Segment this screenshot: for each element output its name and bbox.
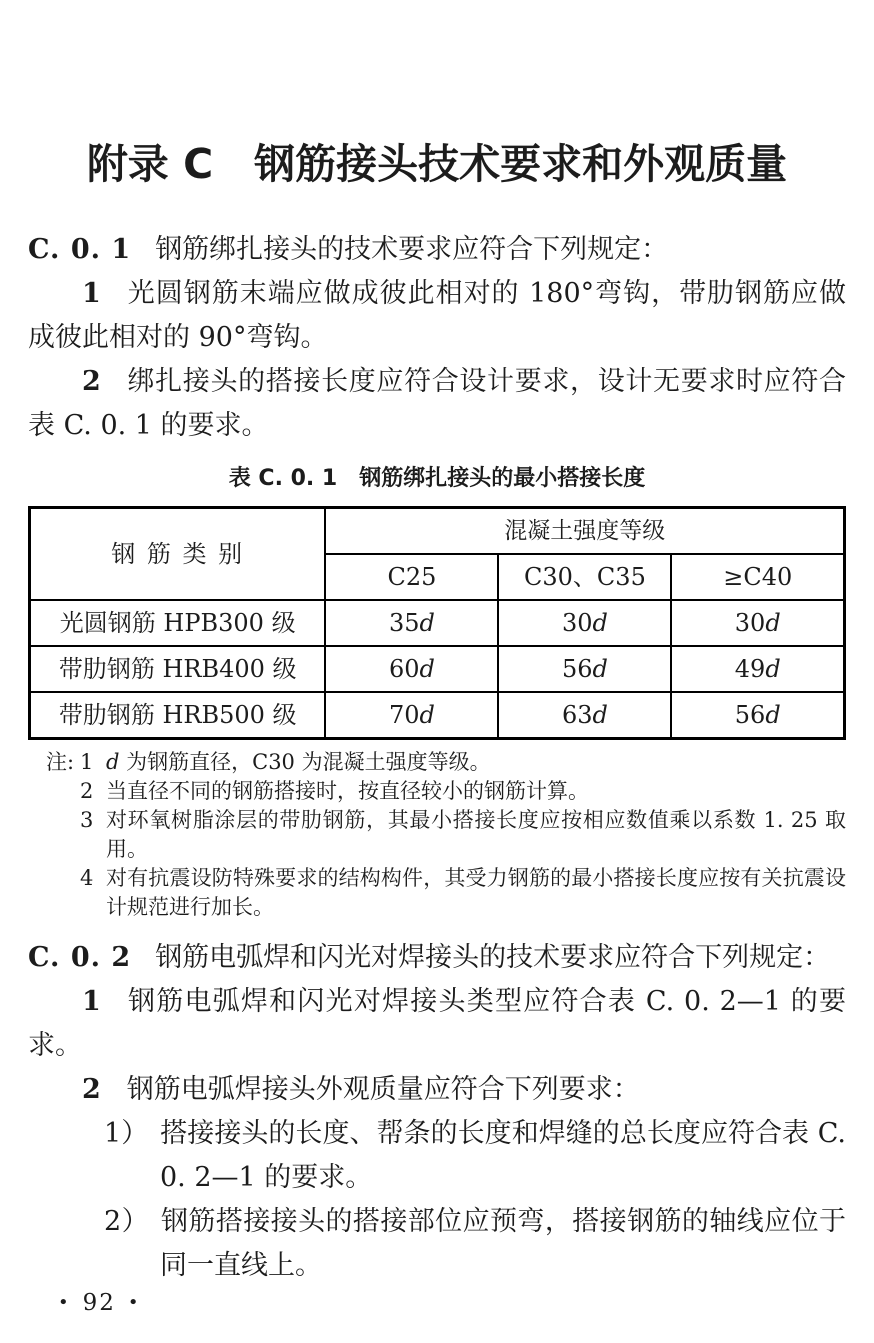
table-header-row-1 xyxy=(30,508,845,555)
clause-c01-item1 xyxy=(28,272,846,360)
clause-c02-subitem-2 xyxy=(28,1200,846,1288)
section-c02 xyxy=(28,936,846,1288)
row-label: 带肋钢筋 HRB500 级 xyxy=(30,692,326,739)
item2-text: 绑扎接头的搭接长度应符合设计要求，设计无要求时应符合表 C. 0. 1 的要求。 xyxy=(28,366,846,441)
row-label: 光圆钢筋 HPB300 级 xyxy=(30,600,326,646)
page-number-right-dot: • xyxy=(127,1292,141,1313)
value-number: 60 xyxy=(388,655,420,683)
value-number: 35 xyxy=(388,609,420,637)
clause-c02-item2 xyxy=(28,1068,846,1112)
note-text: 对环氧树脂涂层的带肋钢筋，其最小搭接长度应按相应数值乘以系数 1. 25 取用。 xyxy=(106,808,846,861)
value-number: 56 xyxy=(561,655,593,683)
diameter-symbol: d xyxy=(106,750,120,774)
value-number: 56 xyxy=(734,701,766,729)
note-number: 2 xyxy=(80,779,94,803)
note-prefix-spacer xyxy=(46,777,80,806)
cell-value xyxy=(498,692,671,739)
note-text xyxy=(106,748,846,777)
note-number: 4 xyxy=(80,866,94,890)
subitem-number: 2） xyxy=(104,1206,150,1237)
value-number: 63 xyxy=(561,701,593,729)
clause-c02-label: C. 0. 2 xyxy=(28,942,132,973)
clause-c02 xyxy=(28,936,846,980)
note-prefix: 注: xyxy=(46,750,75,774)
note-number: 1 xyxy=(80,750,94,774)
note-prefix-spacer xyxy=(46,864,80,922)
clause-c02-item1 xyxy=(28,980,846,1068)
diameter-symbol: d xyxy=(592,701,608,729)
header-rebar-type: 钢 筋 类 别 xyxy=(30,508,326,601)
clause-c01-label: C. 0. 1 xyxy=(28,234,132,265)
cell-value xyxy=(325,600,498,646)
value-number: 30 xyxy=(561,609,593,637)
header-concrete-grade: 混凝土强度等级 xyxy=(325,508,844,555)
diameter-symbol: d xyxy=(765,609,781,637)
note-item-3 xyxy=(46,806,846,864)
diameter-symbol: d xyxy=(592,609,608,637)
diameter-symbol: d xyxy=(419,655,435,683)
item1-text: 钢筋电弧焊和闪光对焊接头类型应符合表 C. 0. 2—1 的要求。 xyxy=(28,986,846,1061)
subitem-number: 1） xyxy=(104,1118,149,1149)
cell-value xyxy=(498,646,671,692)
cell-value xyxy=(671,692,844,739)
page-title: 附录 C 钢筋接头技术要求和外观质量 xyxy=(86,140,788,188)
page-number-value: 92 xyxy=(82,1290,116,1316)
clause-c01-item2 xyxy=(28,360,846,448)
value-number: 30 xyxy=(734,609,766,637)
note-number: 3 xyxy=(80,808,94,832)
item1-number: 1 xyxy=(82,278,101,309)
diameter-symbol: d xyxy=(592,655,608,683)
clause-c02-intro: 钢筋电弧焊和闪光对焊接头的技术要求应符合下列规定： xyxy=(155,942,831,973)
item2-text: 钢筋电弧焊接头外观质量应符合下列要求： xyxy=(126,1074,640,1105)
diameter-symbol: d xyxy=(419,609,435,637)
header-grade-c30-c35: C30、C35 xyxy=(498,554,671,600)
page-number xyxy=(46,1281,153,1325)
diameter-symbol: d xyxy=(765,701,781,729)
cell-value xyxy=(325,646,498,692)
table-caption: 表 C. 0. 1 钢筋绑扎接头的最小搭接长度 xyxy=(228,466,646,491)
diameter-symbol: d xyxy=(765,655,781,683)
header-grade-c40: ≥C40 xyxy=(671,554,844,600)
note-prefix-spacer xyxy=(46,806,80,864)
subitem-text: 搭接接头的长度、帮条的长度和焊缝的总长度应符合表 C. 0. 2—1 的要求。 xyxy=(160,1118,846,1193)
note-text: 当直径不同的钢筋搭接时，按直径较小的钢筋计算。 xyxy=(106,779,589,803)
value-number: 70 xyxy=(388,701,420,729)
table-row-hpb300 xyxy=(30,600,845,646)
clause-c02-subitem-1 xyxy=(28,1112,846,1200)
table-notes xyxy=(46,748,846,922)
note-text: 对有抗震设防特殊要求的结构构件，其受力钢筋的最小搭接长度应按有关抗震设计规范进行加长。 xyxy=(106,866,846,919)
clause-c01-intro: 钢筋绑扎接头的技术要求应符合下列规定： xyxy=(155,234,669,265)
note-item-1 xyxy=(46,748,846,777)
item2-number: 2 xyxy=(82,1074,101,1105)
cell-value xyxy=(671,646,844,692)
clause-c01 xyxy=(28,228,846,272)
note-item-4 xyxy=(46,864,846,922)
value-number: 49 xyxy=(734,655,766,683)
item1-number: 1 xyxy=(82,986,101,1017)
subitem-text: 钢筋搭接接头的搭接部位应预弯，搭接钢筋的轴线应位于同一直线上。 xyxy=(160,1206,846,1281)
lap-length-table xyxy=(28,506,846,740)
cell-value xyxy=(498,600,671,646)
note-text-body: 为钢筋直径，C30 为混凝土强度等级。 xyxy=(119,750,491,774)
note-item-2 xyxy=(46,777,846,806)
page-number-left-dot: • xyxy=(58,1292,71,1313)
diameter-symbol: d xyxy=(419,701,435,729)
row-label: 带肋钢筋 HRB400 级 xyxy=(30,646,326,692)
cell-value xyxy=(671,600,844,646)
item1-text: 光圆钢筋末端应做成彼此相对的 180°弯钩，带肋钢筋应做成彼此相对的 90°弯钩。 xyxy=(28,278,846,353)
table-row-hrb500 xyxy=(30,692,845,739)
cell-value xyxy=(325,692,498,739)
item2-number: 2 xyxy=(82,366,101,397)
table-row-hrb400 xyxy=(30,646,845,692)
header-grade-c25: C25 xyxy=(325,554,498,600)
